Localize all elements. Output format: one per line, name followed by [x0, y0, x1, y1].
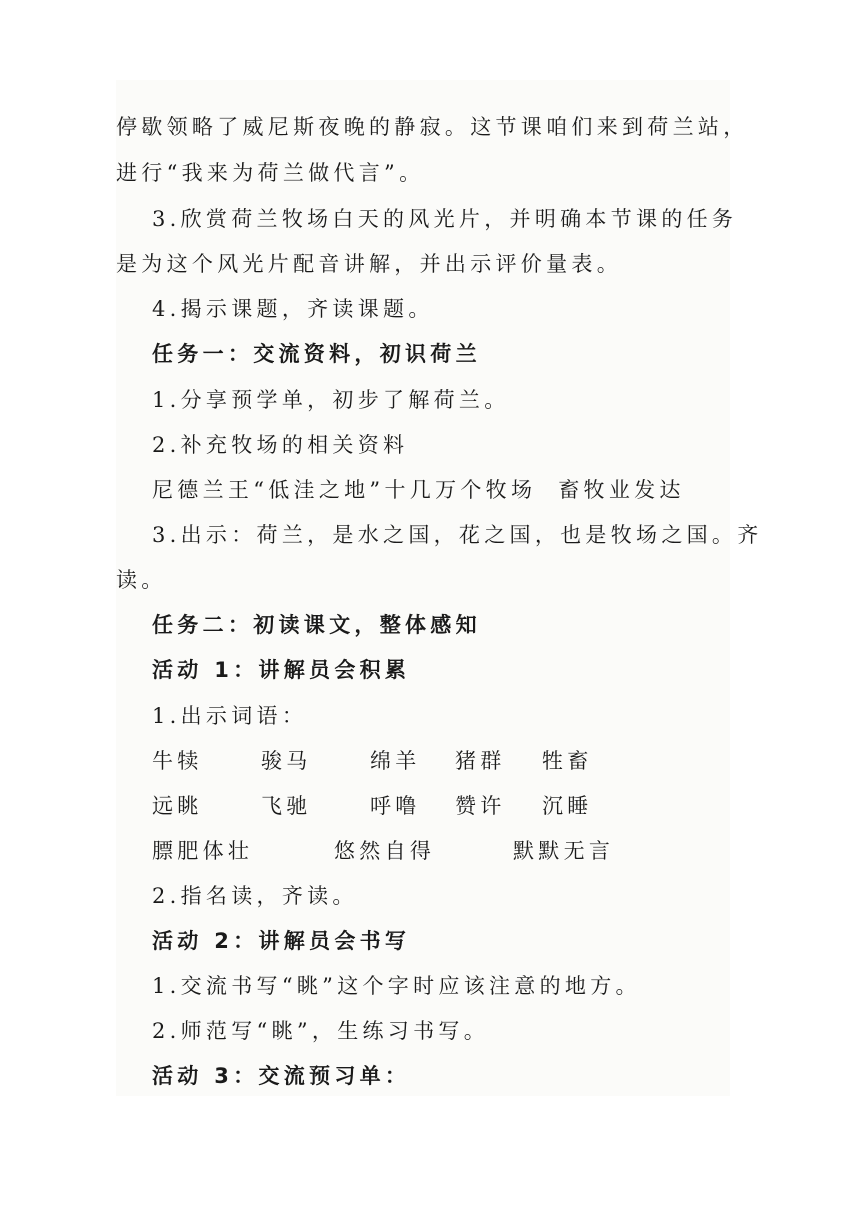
vocab-word: 猪群	[455, 749, 506, 773]
paragraph-line: 进行“我来为荷兰做代言”。	[116, 161, 425, 185]
paragraph-line: 3.欣赏荷兰牧场白天的风光片，并明确本节课的任务	[152, 207, 738, 231]
activity2-item: 1.交流书写“眺”这个字时应该注意的地方。	[152, 974, 641, 998]
vocab-word: 绵羊	[370, 749, 421, 773]
task2-heading: 任务二：初读课文，整体感知	[152, 613, 481, 637]
activity2-heading: 活动 2：讲解员会书写	[152, 929, 411, 953]
vocab-word: 牛犊	[152, 749, 203, 773]
vocab-word: 呼噜	[370, 794, 421, 818]
task1-item: 2.补充牧场的相关资料	[152, 433, 409, 457]
vocab-word: 默默无言	[513, 839, 615, 863]
task1-item: 读。	[116, 568, 167, 592]
paragraph-line: 停歇领略了威尼斯夜晚的静寂。这节课咱们来到荷兰站，	[116, 115, 749, 139]
activity1-heading: 活动 1：讲解员会积累	[152, 658, 411, 682]
task1-item: 3.出示：荷兰，是水之国，花之国，也是牧场之国。齐	[152, 523, 763, 547]
task1-item: 1.分享预学单，初步了解荷兰。	[152, 388, 510, 412]
vocab-word: 牲畜	[542, 749, 593, 773]
vocab-word: 骏马	[261, 749, 312, 773]
vocab-word: 远眺	[152, 794, 203, 818]
task1-heading: 任务一：交流资料，初识荷兰	[152, 342, 481, 366]
activity3-heading: 活动 3：交流预习单：	[152, 1064, 411, 1088]
vocab-word: 悠然自得	[334, 839, 436, 863]
paragraph-line: 4.揭示课题，齐读课题。	[152, 297, 434, 321]
activity1-after: 2.指名读，齐读。	[152, 884, 358, 908]
task1-item: 尼德兰王“低洼之地”十几万个牧场 畜牧业发达	[152, 478, 685, 502]
vocab-word: 膘肥体壮	[152, 839, 254, 863]
vocab-word: 飞驰	[261, 794, 312, 818]
paragraph-line: 是为这个风光片配音讲解，并出示评价量表。	[116, 252, 622, 276]
activity2-item: 2.师范写“眺”，生练习书写。	[152, 1019, 490, 1043]
vocab-word: 赞许	[455, 794, 506, 818]
activity1-intro: 1.出示词语：	[152, 704, 308, 728]
document-page	[116, 80, 763, 1096]
vocab-word: 沉睡	[542, 794, 593, 818]
